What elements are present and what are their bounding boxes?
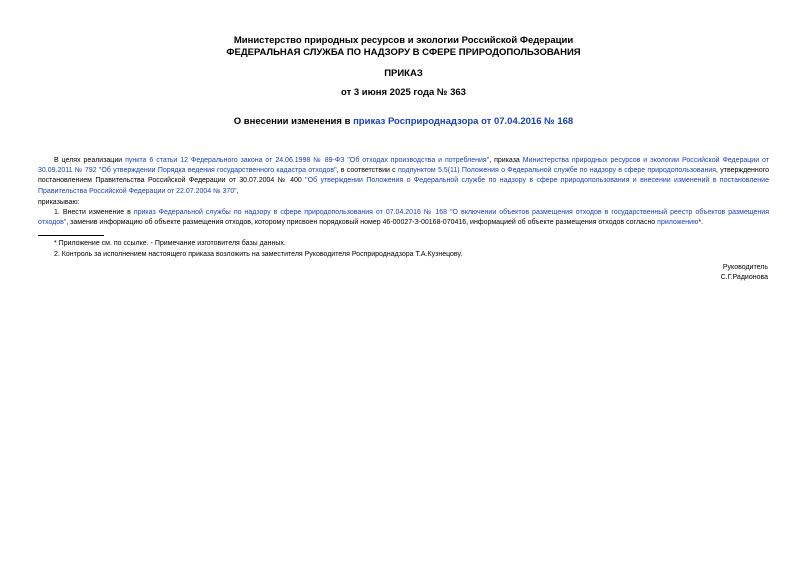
p3-text-c: *. — [698, 219, 704, 227]
preamble-paragraph — [38, 156, 769, 197]
document-date-number: от 3 июня 2025 года № 363 — [341, 87, 466, 98]
document-title — [0, 116, 807, 128]
service-name: ФЕДЕРАЛЬНАЯ СЛУЖБА ПО НАДЗОРУ В СФЕРЕ ПРИРОДОПОЛЬЗОВАНИЯ — [226, 47, 581, 58]
appendix-link[interactable]: приложению — [657, 219, 699, 227]
law-link[interactable]: пункта 6 статьи 12 Федерального закона от 24.06.1998 № 89-ФЗ "Об отходах производства и потребления" — [125, 157, 490, 164]
title-prefix: О внесении изменения в — [233, 116, 354, 127]
p3-text-a: 1. Внести изменение в — [54, 209, 134, 216]
clause-2-paragraph: 2. Контроль за исполнением настоящего приказа возложить на заместителя Руководителя Росприроднадзора Т.А.Кузнецову. — [54, 251, 463, 258]
signatory-role: Руководитель — [722, 264, 768, 271]
orders-word: приказываю: — [38, 199, 80, 206]
regulation-subpoint-link[interactable]: подпунктом 5.5(11) Положения о Федеральной службе по надзору в сфере природопользования — [397, 167, 717, 175]
footnote: * Приложение см. по ссылке. - Примечание изготовителя базы данных. — [54, 240, 286, 247]
document-type: ПРИКАЗ — [384, 68, 423, 79]
clause-1-paragraph — [38, 208, 769, 228]
government-decree-link[interactable]: "Об утверждении Положения о Федеральной службе по надзору в сфере природопользования и внесении изменений в постановление Правительства Российской Федерации от 22.07.2004 № 370" — [38, 177, 769, 195]
ministry-order-link[interactable]: Министерства природных ресурсов и экологии Российской Федерации от 30.09.2011 № 792 "Об утверждении Порядка ведения государственного кадастра отходов" — [38, 157, 769, 175]
p1-text-c: , в соответствии с — [336, 167, 398, 175]
footnote-divider — [38, 235, 104, 236]
p3-text-b: , заменив информацию об объекте размещения отходов, которому присвоен порядковый номер 46-00027-З-00168-070416, информацией об объекте размещения отходов согласно — [66, 219, 658, 227]
p1-text-b: , приказа — [489, 157, 523, 164]
p1-text-d: , утвержденного постановлением Правительства Российской Федерации от 30.07.2004 № 400 — [38, 167, 769, 185]
amended-order-link[interactable]: приказ Федеральной службы по надзору в сфере природопользования от 07.04.2016 № 168 "О включении объектов размещения отходов в государственный реестр объектов размещения отходов" — [38, 209, 769, 227]
title-order-link[interactable]: приказ Росприроднадзора от 07.04.2016 № 168 — [353, 116, 574, 127]
p1-text-e: , — [236, 187, 239, 195]
signatory-name: С.Г.Радионова — [720, 274, 768, 281]
ministry-name: Министерство природных ресурсов и экологии Российской Федерации — [233, 35, 574, 46]
p1-text-a: В целях реализации — [54, 157, 126, 164]
